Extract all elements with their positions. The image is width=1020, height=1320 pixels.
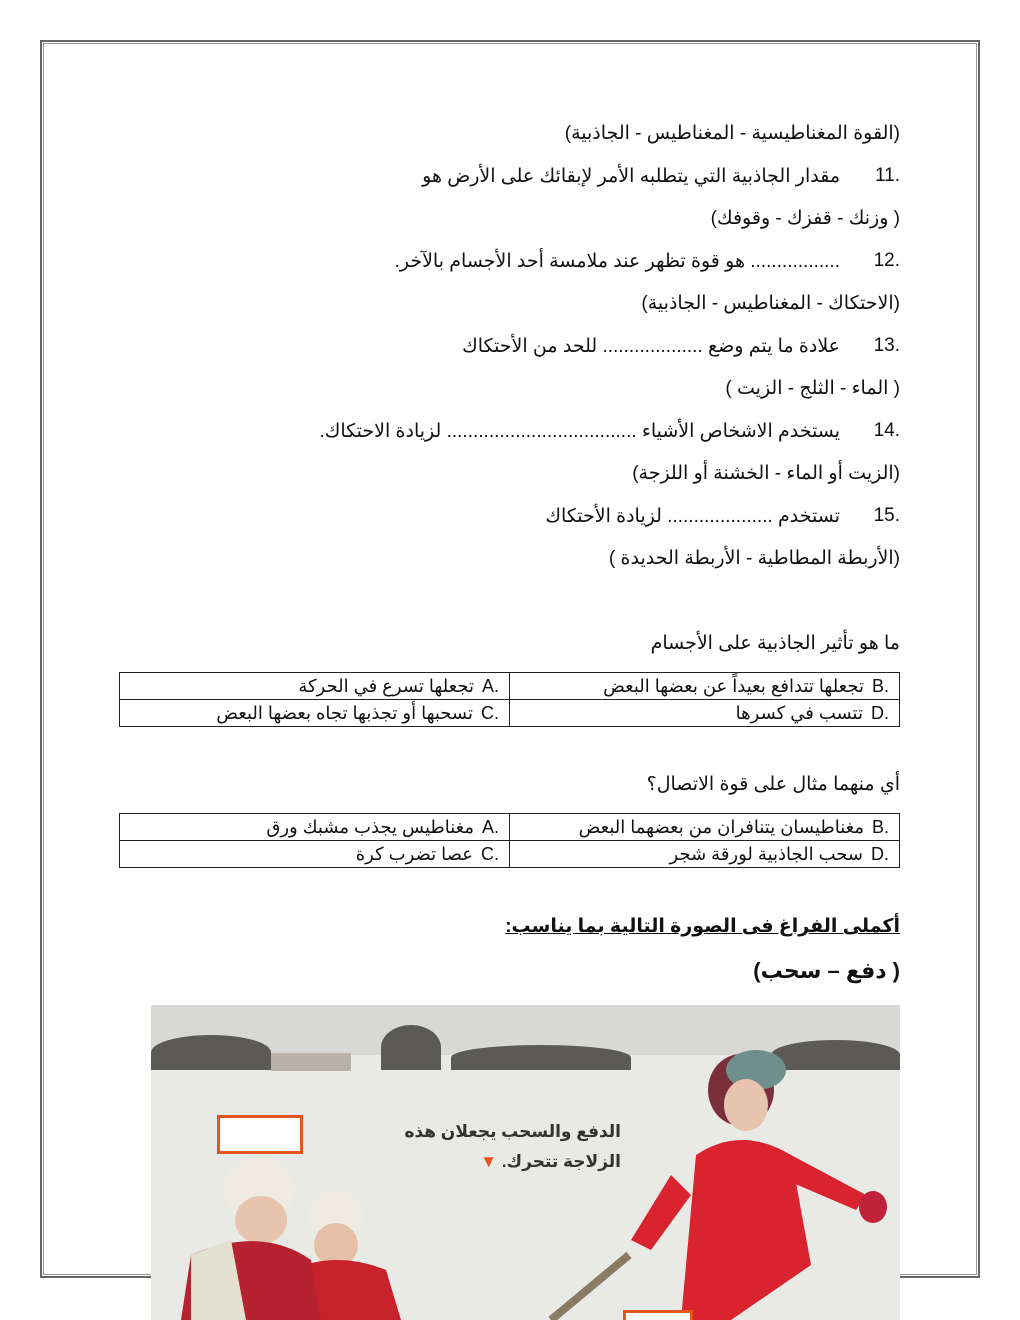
mcq1-option-b[interactable] (510, 673, 900, 700)
option-letter: C. (481, 843, 499, 864)
mcq2-option-b[interactable] (510, 814, 900, 841)
answer-box-bottom[interactable] (623, 1310, 693, 1320)
option-letter: C. (481, 702, 499, 723)
option-letter: A. (481, 675, 499, 696)
fill-choices: ( دفع – سحب) (753, 958, 900, 983)
triangle-icon: ▼ (480, 1152, 498, 1171)
q13 (462, 335, 900, 358)
caption-line-1: الدفع والسحب يجعلان هذه (404, 1122, 621, 1141)
mcq2-option-c[interactable] (120, 841, 510, 868)
option-letter: A. (481, 816, 499, 837)
q14-number: 14. (873, 420, 900, 441)
mcq2-option-a[interactable] (120, 814, 510, 841)
q15 (545, 505, 900, 528)
option-letter: B. (871, 675, 889, 696)
q15-options: (الأربطة المطاطية - الأربطة الحديدة ) (608, 548, 900, 569)
q11 (422, 165, 900, 188)
option-text: تجعلها تتدافع بعيداً عن بعضها البعض (603, 675, 864, 696)
option-letter: B. (871, 816, 889, 837)
option-letter: D. (871, 702, 889, 723)
q13-number: 13. (873, 335, 900, 356)
q11-options: ( وزنك - قفزك - وقوفك) (710, 208, 900, 229)
q12-text: ................. هو قوة تظهر عند ملامسة أحد الأجسام بالآخر. (394, 251, 840, 272)
q15-number: 15. (873, 505, 900, 526)
q11-number: 11. (874, 165, 900, 186)
sled-rope (551, 1255, 629, 1320)
children-illustration (151, 1005, 900, 1320)
q11-text: مقدار الجاذبية التي يتطلبه الأمر لإبقائك على الأرض هو (422, 166, 840, 187)
q13-text: علادة ما يتم وضع ................... للحد من الأحتكاك (462, 336, 840, 357)
option-text: تجعلها تسرع في الحركة (298, 675, 474, 696)
fill-heading: أكملى الفراغ فى الصورة التالية بما يناسب: (505, 916, 900, 937)
option-letter: D. (871, 843, 889, 864)
q12 (395, 250, 900, 273)
option-text: عصا تضرب كرة (355, 843, 473, 864)
option-text: مغناطيسان يتنافران من بعضهما البعض (578, 816, 864, 837)
q15-text: تستخدم .................... لزيادة الأحتكاك (545, 506, 840, 527)
q14 (319, 420, 900, 443)
option-text: مغناطيس يجذب مشبك ورق (266, 816, 474, 837)
mcq1-table (119, 672, 900, 727)
q12-options: (الاحتكاك - المغناطيس - الجاذبية) (641, 293, 900, 314)
mcq2-table (119, 813, 900, 868)
caption-line-2-text: الزلاجة تتحرك. (501, 1152, 621, 1171)
q14-options: (الزيت أو الماء - الخشنة أو اللزجة) (632, 463, 900, 484)
child-pulling (631, 1050, 887, 1320)
q12-number: 12. (873, 250, 900, 271)
mcq1-option-a[interactable] (120, 673, 510, 700)
mcq1-option-c[interactable] (120, 700, 510, 727)
mcq1-question: ما هو تأثير الجاذبية على الأجسام (650, 633, 900, 654)
q14-text: يستخدم الاشخاص الأشياء .................................... لزيادة الاحتكاك. (319, 421, 840, 442)
mcq2-question: أي منهما مثال على قوة الاتصال؟ (646, 774, 900, 795)
option-text: تتسب في كسرها (735, 702, 863, 723)
q10-options: (القوة المغناطيسية - المغناطيس - الجاذبية) (564, 123, 900, 144)
mcq1-option-d[interactable] (510, 700, 900, 727)
mcq2-option-d[interactable] (510, 841, 900, 868)
child-pushing (181, 1158, 321, 1320)
option-text: تسحبها أو تجذبها تجاه بعضها البعض (216, 702, 473, 723)
option-text: سحب الجاذبية لورقة شجر (669, 843, 863, 864)
q13-options: ( الماء - الثلج - الزيت ) (725, 378, 900, 399)
sled-photo (151, 1005, 900, 1320)
